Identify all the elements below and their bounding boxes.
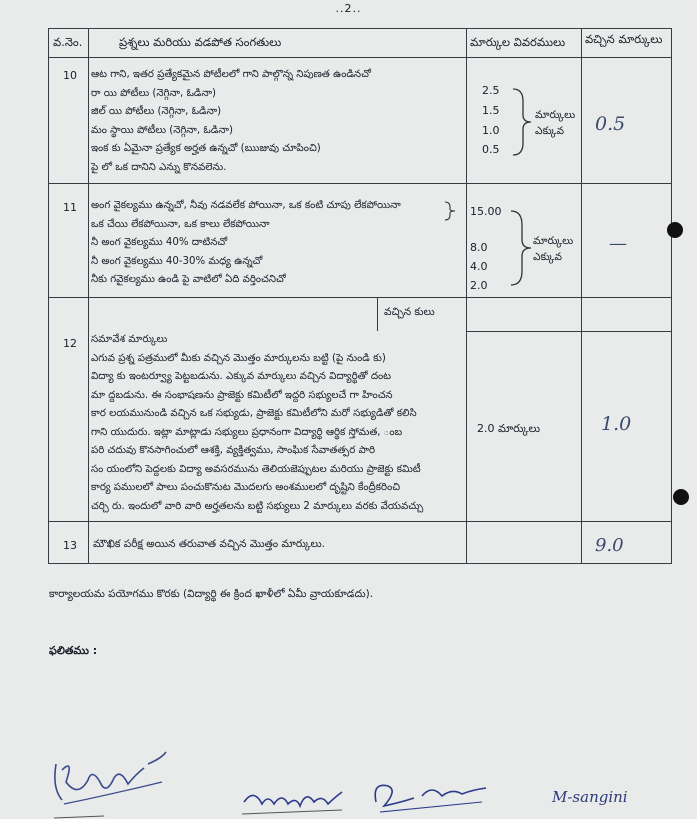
text-line: మం స్థాయి పోటీలు (నెగ్గినా, ఓడినా) xyxy=(91,124,233,136)
signature-image xyxy=(362,772,492,819)
punch-hole xyxy=(667,222,683,238)
text-line: పై లో ఒక దానిని ఎన్ను కొనవలెను. xyxy=(91,161,227,173)
brace-icon xyxy=(509,209,535,287)
col-divider xyxy=(466,29,467,563)
header-no: వ.నెం. xyxy=(53,35,83,49)
text-line: సం యంలోని పెద్దలకు విద్యా అవసరమును తెలియజెప్పుటల మరియు ప్రాజెక్టు కమిటీ xyxy=(91,463,421,475)
mark-value: 4.0 xyxy=(470,260,488,273)
row10-text xyxy=(91,66,371,177)
subtotal-divider xyxy=(377,297,378,331)
row-number: 11 xyxy=(63,201,77,214)
text-line: రా యి పోటీలు (నెగ్గినా, ఓడినా) xyxy=(91,87,217,99)
mark-value: 1.0 xyxy=(482,124,500,137)
text-line: ఒక చేయి లేకపోయినా, ఒక కాలు లేకపోయినా xyxy=(91,218,270,230)
text-line: చర్చి రు. ఇందులో వారి వారి అర్హతలను బట్టి సభ్యులు 2 మార్కులు వరకు వేయవచ్చు xyxy=(91,500,424,512)
result-label: ఫలితము : xyxy=(49,644,98,657)
text-line: గాని యుదురు. ఇట్లా మాట్లాడు సభ్యులు ప్రధానంగా విద్యార్థి ఆర్థిక స్తోమత, ంబ xyxy=(91,426,403,438)
mark-value: 15.00 xyxy=(470,205,502,218)
obtained-mark: 1.0 xyxy=(601,413,632,435)
row13-text: మౌఖిక పరీక్ష అయిన తరువాత వచ్చిన మొత్తం మార్కులు. xyxy=(93,538,325,550)
signature-image xyxy=(238,780,348,819)
text-line: సమావేశ మార్కులు xyxy=(91,334,168,345)
row-divider xyxy=(49,183,671,184)
col-divider xyxy=(581,29,582,563)
mark-value: 2.0 xyxy=(470,279,488,292)
marks-label: ఎక్కువ xyxy=(533,251,562,263)
mark-value: 2.5 xyxy=(482,84,500,97)
header-questions: ప్రశ్నలు మరియు వడపోత సంగతులు xyxy=(119,35,282,49)
punch-hole xyxy=(673,489,689,505)
marks-label: మార్కులు xyxy=(535,109,576,121)
row-divider xyxy=(49,521,671,522)
row11-text xyxy=(91,197,401,290)
office-use-note: కార్యాలయమ పయోగము కొరకు (విద్యార్థి ఈ క్రింద ఖాళీలో ఏమీ వ్రాయకూడదు). xyxy=(49,588,374,600)
mark-value: 8.0 xyxy=(470,241,488,254)
col-divider xyxy=(88,29,89,563)
text-line: నీకు గవైకల్యము ఉండి పై వాటిలో ఏది వర్తించనిచో xyxy=(91,274,286,285)
row-number: 13 xyxy=(63,539,77,552)
signature-text: M-sangini xyxy=(552,788,628,806)
marks-label: ఎక్కువ xyxy=(535,125,564,137)
row-divider xyxy=(466,331,671,332)
text-line: నీ అంగ వైకల్యము 40-30% మధ్య ఉన్నచో xyxy=(91,255,263,267)
marks-label: మార్కులు xyxy=(533,235,574,247)
text-line: ఎగువ ప్రశ్న పత్రములో మీకు వచ్చిన మొత్తం మార్కులను బట్టి (పై నుండి కు) xyxy=(91,352,386,364)
brace-icon xyxy=(443,201,457,221)
text-line: అంగ వైకల్యము ఉన్నచో, నీవు నడవలేక పోయినా, ఒక కంటి చూపు లేకపోయినా xyxy=(91,200,401,211)
brace-icon xyxy=(511,87,533,157)
page-number: ..2.. xyxy=(335,2,362,15)
marks-table xyxy=(48,28,672,564)
row12-text xyxy=(91,331,423,516)
header-marks-obtained: వచ్చిన మార్కులు xyxy=(585,32,663,46)
mark-value: 0.5 xyxy=(482,143,500,156)
text-line: నీ అంగ వైకల్యము 40% దాటినచో xyxy=(91,237,228,248)
marks-note xyxy=(535,107,575,139)
row-divider xyxy=(49,297,671,298)
marks-note xyxy=(533,233,573,265)
obtained-mark: 0.5 xyxy=(595,113,626,135)
row-number: 12 xyxy=(63,337,77,350)
subtotal-label: వచ్చిన కులు xyxy=(384,306,435,318)
signature-image xyxy=(44,738,174,819)
mark-value: 2.0 మార్కులు xyxy=(477,422,541,435)
obtained-mark: 9.0 xyxy=(595,535,624,556)
text-line: ఇంక కు ఏమైనా ప్రత్యేక అర్హత ఉన్నచో (ఋజువు చూపించి) xyxy=(91,143,321,154)
header-marks-details: మార్కుల వివరములు xyxy=(470,35,566,49)
text-line: ఆట గాని, ఇతర ప్రత్యేకమైన పోటీలలో గాని పాల్గొన్న నిపుణత ఉండినచో xyxy=(91,69,371,80)
row-divider xyxy=(49,57,671,58)
text-line: విద్యా కు ఇంటర్వ్యూ పెట్టబడును. ఎక్కువ మార్కులు వచ్చిన విద్యార్థితో దంట xyxy=(91,371,392,382)
obtained-mark: — xyxy=(609,233,627,254)
text-line: మా ద్దబడును. ఈ సంభాషణను ప్రాజెక్టు కమిటీలో ఇద్దరి సభ్యులచే గా హించన xyxy=(91,389,393,401)
text-line: జిల్ యి పోటీలు (నెగ్గినా, ఓడినా) xyxy=(91,106,222,117)
text-line: కార్య పములలో పాలు పంచుకొనుట మొదలగు అంశములలో దృష్టిని కేంద్రీకరించి xyxy=(91,482,401,493)
text-line: పరి చదువు కొనసాగించులో ఆశక్తి, వ్యక్తిత్వము, సాంఘిక సేవాతత్పర పారి xyxy=(91,445,376,456)
mark-value: 1.5 xyxy=(482,104,500,117)
row-number: 10 xyxy=(63,69,77,82)
text-line: కార లయమునుండి వచ్చిన ఒక సభ్యుడు, ప్రాజెక్టు కమిటీలోని మరో సభ్యుడితో కలిసి xyxy=(91,408,417,419)
